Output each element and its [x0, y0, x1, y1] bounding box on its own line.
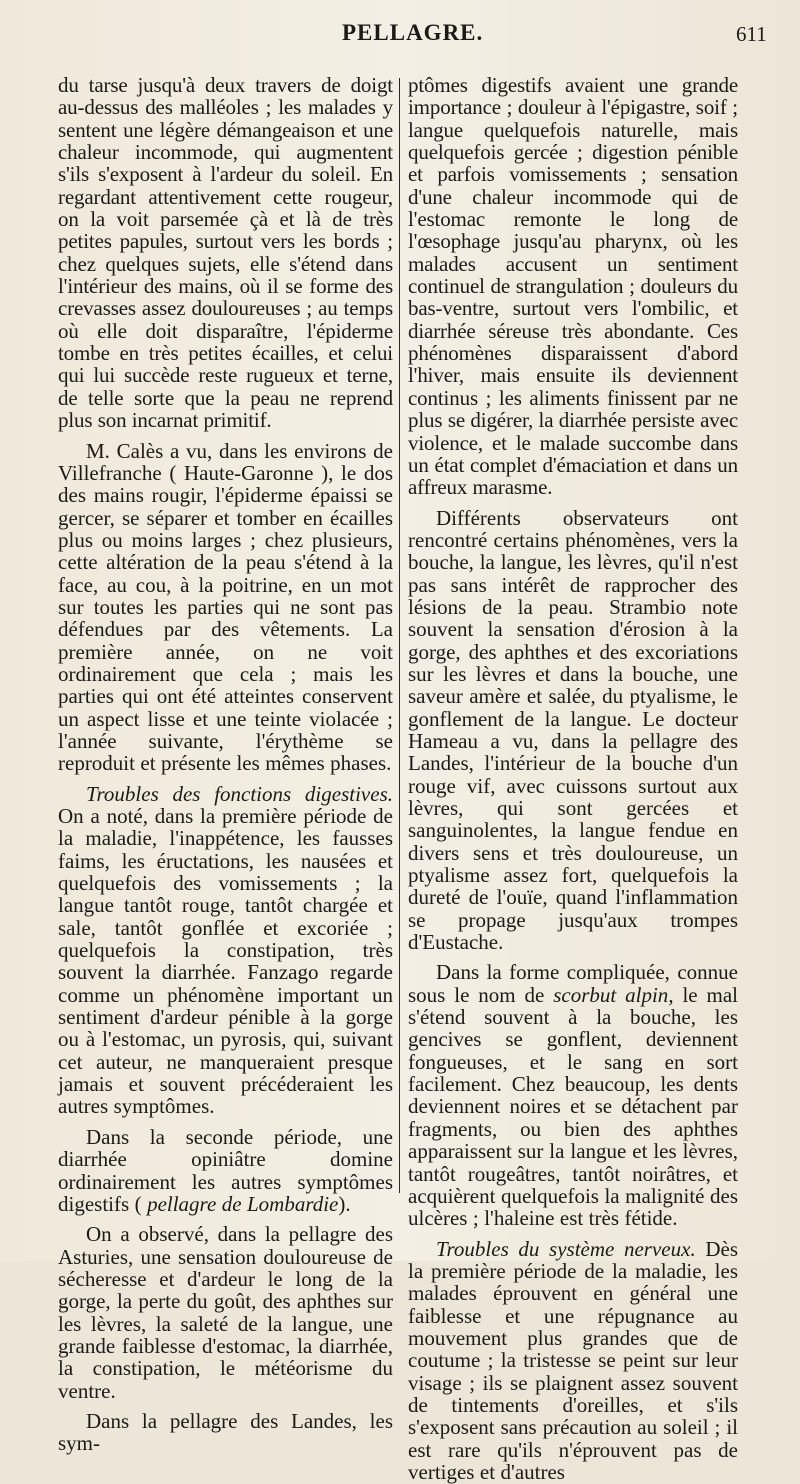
section-heading-nervous-system: Troubles du système nerveux.: [436, 1236, 696, 1261]
right-paragraph-3-end: , le mal s'étend souvent à la bouche, les gencives se gonflent, deviennent fongueuses, et le sang en sort facilement. Chez beaucoup, les dents deviennent noires et se détachent par fragments, ou bien des aphthes apparaissent sur la langue et les lèvres, tantôt rougeâtres, tantôt noirâtres, et acquièrent quelquefois la malignité des ulcères ; l'haleine est très fétide.: [408, 982, 738, 1231]
scorbut-alpin-reference: scorbut alpin: [553, 982, 669, 1007]
lombardie-reference: pellagre de Lombardie: [147, 1191, 339, 1216]
right-paragraph-3-start: Dans la forme compliquée, connue sous le nom de: [408, 960, 738, 1007]
right-column: [408, 73, 739, 1484]
left-paragraph-4-end: ).: [338, 1191, 351, 1216]
column-divider: [399, 78, 400, 1193]
left-paragraph-4-start: Dans la seconde période, une diarrhée opiniâtre domine ordinairement les autres symptômes digestifs (: [58, 1124, 393, 1216]
right-paragraph-1: ptômes digestifs avaient une grande importance ; douleur à l'épigastre, soif ; langue quelquefois naturelle, mais quelquefois gercée ; digestion pénible et parfois vomissements ; sensation d'une chaleur incommode qui de l'estomac remonte le long de l'œsophage jusqu'au pharynx, où les malades accusent un sentiment continuel de strangulation ; douleurs du bas-ventre, surtout vers l'ombilic, et diarrhée séreuse très abondante. Ces phénomènes disparaissent d'abord l'hiver, mais ensuite ils deviennent continus ; les aliments finissent par ne plus se digérer, la diarrhée persiste avec violence, et le malade succombe dans un état complet d'émaciation et dans un affreux marasme.: [408, 73, 738, 500]
left-paragraph-3-body: On a noté, dans la première période de la maladie, l'inappétence, les fausses faims, les éructations, les nausées et quelquefois des vomissements ; la langue tantôt rouge, tantôt chargée et sale, tantôt gonflée et excoriée ; quelquefois la constipation, très souvent la diarrhée. Fanzago regarde comme un phénomène important un sentiment d'ardeur pénible à la gorge ou à l'estomac, un pyrosis, qui, suivant cet auteur, ne manqueraient presque jamais et souvent précéderaient les autres symptômes.: [58, 804, 393, 1119]
right-paragraph-3: [408, 961, 738, 1229]
page-number: 611: [736, 22, 767, 46]
running-title: PELLAGRE.: [342, 20, 484, 45]
right-paragraph-4: [408, 1238, 738, 1484]
left-paragraph-5: On a observé, dans la pellagre des Asturies, une sensation douloureuse de sécheresse et d'ardeur le long de la gorge, la perte du goût, des aphthes sur les lèvres, la saleté de la langue, une grande faiblesse d'estomac, la diarrhée, la constipation, le météorisme du ventre.: [58, 1222, 393, 1403]
left-column: [58, 73, 393, 1456]
left-paragraph-2: M. Calès a vu, dans les environs de Villefranche ( Haute-Garonne ), le dos des mains rougir, l'épiderme épaissi se gercer, se séparer et tomber en écailles plus ou moins larges ; chez plusieurs, cette altération de la peau s'étend à la face, au cou, à la poitrine, en un mot sur toutes les parties qui ne sont pas défendues par des vêtements. La première année, on ne voit ordinairement que cela ; mais les parties qui ont été atteintes conservent un aspect lisse et une teinte violacée ; l'année suivante, l'érythème se reproduit et présente les mêmes phases.: [58, 438, 393, 776]
left-paragraph-6: Dans la pellagre des Landes, les sym-: [58, 1408, 393, 1456]
running-head: [0, 18, 800, 58]
left-paragraph-3: [58, 783, 393, 1118]
right-paragraph-4-body: Dès la première période de la maladie, les malades éprouvent en général une faiblesse et une répugnance au mouvement plus grandes que de coutume ; la tristesse se peint sur leur visage ; ils se plaignent assez souvent de tintements d'oreilles, et s'ils s'exposent sans précaution au soleil ; il est rare qu'ils n'éprouvent pas de vertiges et d'autres: [408, 1236, 739, 1484]
section-heading-digestive: Troubles des fonctions digestives.: [86, 781, 393, 806]
left-paragraph-4: [58, 1126, 393, 1215]
right-paragraph-2: Différents observateurs ont rencontré certains phénomènes, vers la bouche, la langue, les lèvres, qu'il n'est pas sans intérêt de rapprocher des lésions de la peau. Strambio note souvent la sensation d'érosion à la gorge, des aphthes et des excoriations sur les lèvres et dans la bouche, une saveur amère et salée, du ptyalisme, le gonflement de la langue. Le docteur Hameau a vu, dans la pellagre des Landes, l'intérieur de la bouche d'un rouge vif, avec cuissons surtout aux lèvres, qui sont gercées et sanguinolentes, la langue fendue en divers sens et très douloureuse, un ptyalisme assez fort, quelquefois la dureté de l'ouïe, quand l'inflammation se propage jusqu'aux trompes d'Eustache.: [408, 505, 738, 955]
left-paragraph-1: du tarse jusqu'à deux travers de doigt au-dessus des malléoles ; les malades y sentent une légère démangeaison et une chaleur incommode, qui augmentent s'ils s'exposent à l'ardeur du soleil. En regardant attentivement cette rougeur, on la voit parsemée çà et là de très petites papules, surtout vers les bords ; chez quelques sujets, elle s'étend dans l'intérieur des mains, où il se forme des crevasses assez douloureuses ; au temps où elle doit disparaître, l'épiderme tombe en très petites écailles, et celui qui lui succède reste rugueux et terne, de telle sorte que la peau ne reprend plus son incarnat primitif.: [58, 73, 393, 433]
